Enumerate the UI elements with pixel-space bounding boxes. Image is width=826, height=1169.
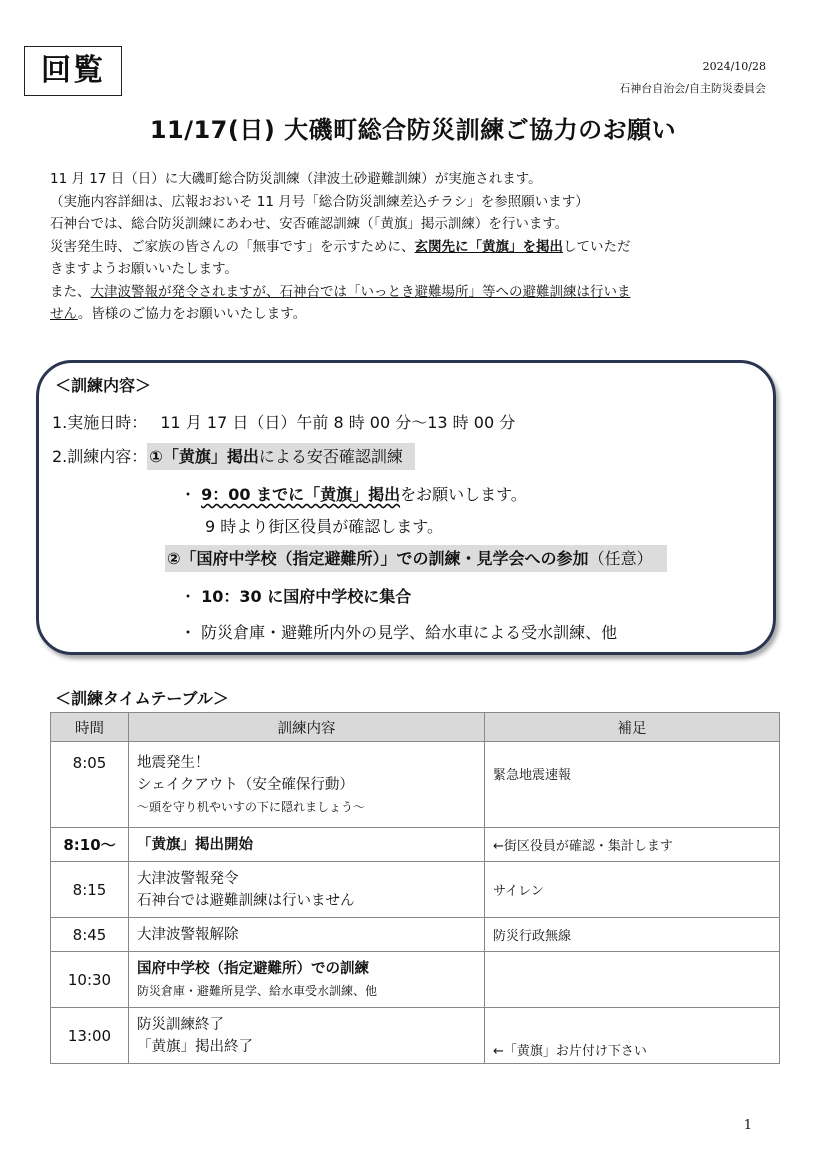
training-item-1	[147, 443, 415, 470]
row-content-line: シェイクアウト（安全確保行動）	[137, 776, 354, 793]
intro-text	[50, 168, 770, 326]
timetable-header-row	[51, 713, 780, 742]
table-row	[51, 918, 780, 952]
training-content-label: 2.訓練内容：	[52, 447, 148, 466]
training-item-2	[165, 546, 667, 569]
row-content-line: 石神台では避難訓練は行いません	[137, 892, 355, 909]
column-header-time: 時間	[51, 713, 129, 742]
table-row	[51, 1008, 780, 1064]
intro-fragment: また、	[50, 283, 91, 300]
table-row	[51, 828, 780, 862]
training-content-line	[52, 444, 415, 467]
row-content	[129, 952, 485, 1008]
bullet-assembly	[180, 584, 411, 607]
column-header-note: 補足	[485, 713, 780, 742]
row-content-line: 「黄旗」掲出終了	[137, 1038, 253, 1055]
page-number: 1	[743, 1118, 752, 1133]
timetable-heading: ＜訓練タイムテーブル＞	[55, 689, 229, 708]
timetable	[50, 712, 780, 1064]
column-header-content: 訓練内容	[129, 713, 485, 742]
row-time: 10:30	[51, 952, 129, 1008]
intro-underline: せん	[50, 306, 78, 322]
row-note: 緊急地震速報	[485, 742, 780, 828]
intro-line	[50, 281, 770, 304]
row-note	[485, 952, 780, 1008]
circular-stamp: 回覧	[24, 46, 122, 96]
row-note: サイレン	[485, 862, 780, 918]
document-date: 2024/10/28	[702, 60, 766, 73]
row-content-line: 防災訓練終了	[137, 1016, 224, 1033]
item2-emphasis: ②「国府中学校（指定避難所）」での訓練・見学会への参加	[167, 549, 589, 568]
intro-line: 石神台では、総合防災訓練にあわせ、安否確認訓練（「黄旗」掲示訓練）を行います。	[50, 216, 569, 232]
intro-emphasis: 玄関先に「黄旗」を掲出	[414, 238, 563, 255]
row-content-sub: ～頭を守り机やいすの下に隠れましょう～	[137, 799, 366, 814]
training-content-heading: ＜訓練内容＞	[55, 376, 152, 395]
row-note: ←街区役員が確認・集計します	[485, 828, 780, 862]
intro-fragment: していただ	[563, 238, 631, 255]
row-time: 8:05	[51, 742, 129, 828]
row-content: 大津波警報解除	[129, 918, 485, 952]
intro-line: （実施内容詳細は、広報おおいそ 11 月号「総合防災訓練差込チラシ」を参照願います）	[50, 193, 589, 210]
row-content-line: 国府中学校（指定避難所）での訓練	[137, 960, 369, 977]
bullet-mark: ・	[180, 587, 202, 606]
bullet-flag-deadline	[180, 482, 527, 505]
row-content: 「黄旗」掲出開始	[129, 828, 485, 862]
row-time: 13:00	[51, 1008, 129, 1064]
row-note: 防災行政無線	[485, 918, 780, 952]
row-time: 8:45	[51, 918, 129, 952]
item1-emphasis: ①「黄旗」掲出	[149, 447, 259, 466]
row-time: 8:10～	[51, 828, 129, 862]
item1-rest: による安否確認訓練	[258, 447, 403, 466]
page-title: 11/17(日) 大磯町総合防災訓練ご協力のお願い	[149, 116, 677, 144]
row-content-line: 地震発生！	[137, 754, 210, 771]
row-content	[129, 742, 485, 828]
check-note: 9 時より街区役員が確認します。	[205, 517, 443, 536]
row-content-sub: 防災倉庫・避難所見学、給水車受水訓練、他	[137, 983, 378, 998]
intro-underline: 大津波警報が発令されますが、石神台では「いっとき避難場所」等への避難訓練は行いま	[90, 283, 631, 300]
table-row	[51, 952, 780, 1008]
row-content	[129, 862, 485, 918]
intro-line	[50, 303, 770, 326]
item2-highlight	[165, 545, 667, 572]
training-date-line	[52, 410, 515, 433]
organization-name: 石神台自治会/自主防災委員会	[619, 82, 766, 95]
intro-fragment: 災害発生時、ご家族の皆さんの「無事です」を示すために、	[50, 238, 415, 255]
bullet-rest: をお願いします。	[400, 485, 527, 504]
training-content-box	[36, 360, 776, 655]
intro-line	[50, 236, 770, 259]
assembly-time: 10：30 に国府中学校に集合	[201, 587, 412, 606]
row-content	[129, 1008, 485, 1064]
training-date-label: 1.実施日時：	[52, 413, 148, 432]
bullet-tour: ・ 防災倉庫・避難所内外の見学、給水車による受水訓練、他	[180, 623, 618, 642]
flag-deadline: 9：00 までに「黄旗」掲出	[201, 485, 401, 504]
row-note: ←「黄旗」お片付け下さい	[485, 1008, 780, 1064]
row-content-line: 大津波警報発令	[137, 870, 239, 887]
intro-line: きますようお願いいたします。	[50, 261, 238, 277]
row-time: 8:15	[51, 862, 129, 918]
bullet-mark: ・	[180, 485, 202, 504]
intro-line: 11 月 17 日（日）に大磯町総合防災訓練（津波土砂避難訓練）が実施されます。	[50, 171, 542, 187]
table-row	[51, 742, 780, 828]
training-date-value: 11 月 17 日（日）午前 8 時 00 分～13 時 00 分	[160, 413, 516, 432]
table-row	[51, 862, 780, 918]
intro-fragment: 。皆様のご協力をお願いいたします。	[77, 306, 307, 322]
item2-optional: （任意）	[588, 549, 653, 568]
